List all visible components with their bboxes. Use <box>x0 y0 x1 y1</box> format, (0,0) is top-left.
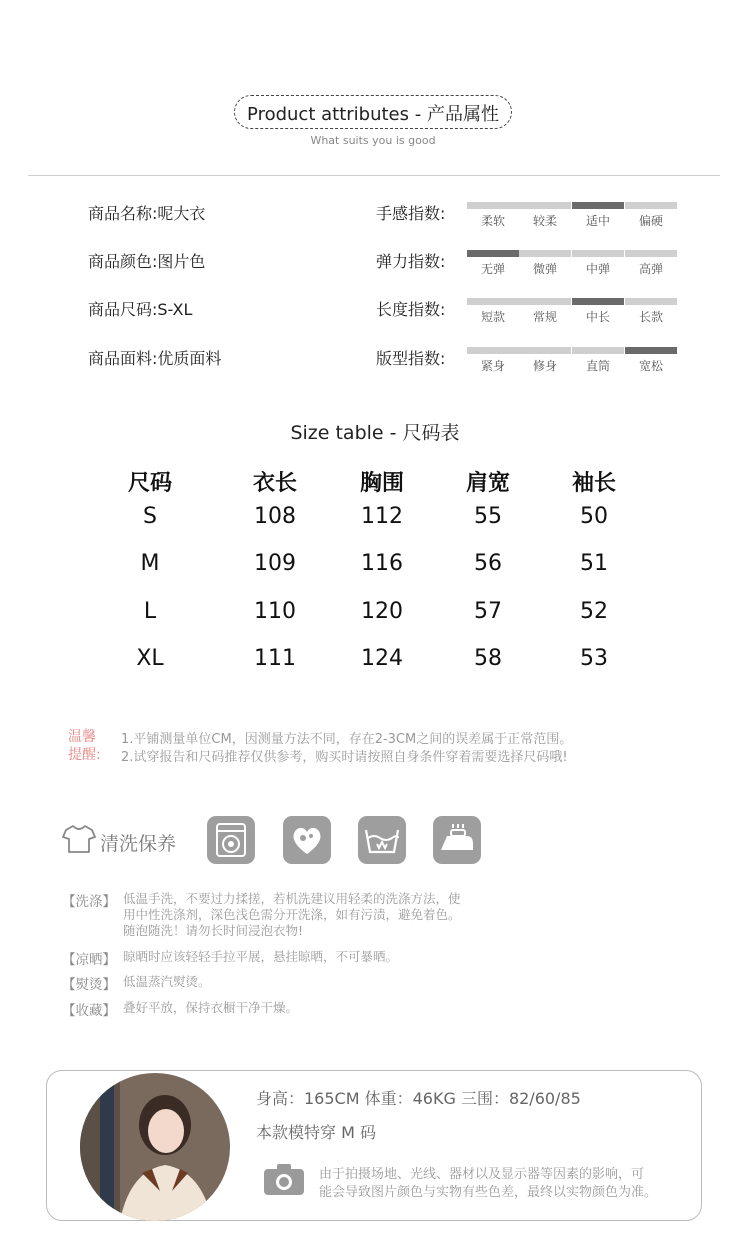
iron-icon <box>433 816 481 864</box>
index-option-label: 中长 <box>585 310 610 324</box>
index-bar <box>519 250 571 257</box>
size-table-cell: 56 <box>474 551 502 576</box>
size-table-cell: 116 <box>361 551 403 576</box>
index-bar <box>572 250 624 257</box>
index-option <box>519 202 571 229</box>
index-bar <box>572 298 624 305</box>
care-text-wash <box>123 891 461 939</box>
model-photo <box>80 1073 230 1221</box>
index-option <box>467 298 519 325</box>
index-bar <box>572 347 624 354</box>
attr-name: 商品名称:呢大衣 <box>88 204 206 223</box>
index-option <box>519 250 571 277</box>
size-table-cell: 55 <box>474 504 502 529</box>
index-option-label: 高弹 <box>638 262 663 276</box>
care-tag-store: 【收藏】 <box>62 1003 116 1019</box>
wash-basin-icon <box>358 816 406 864</box>
size-table-cell: 112 <box>361 504 403 529</box>
index-option-label: 紧身 <box>480 359 505 373</box>
size-table-cell: 50 <box>580 504 608 529</box>
index-label: 版型指数: <box>376 349 446 368</box>
page-subtitle: What suits you is good <box>310 134 436 147</box>
index-bar <box>467 298 519 305</box>
index-option <box>467 250 519 277</box>
index-bar <box>625 347 677 354</box>
care-line: 随泡随洗！请勿长时间浸泡衣物! <box>123 923 304 938</box>
care-line: 低温手洗，不要过力揉搓，若机洗建议用轻柔的洗涤方法，使 <box>123 891 461 906</box>
index-bar <box>572 202 624 209</box>
index-option-label: 宽松 <box>638 359 663 373</box>
shirt-icon <box>62 824 96 854</box>
index-label: 长度指数: <box>376 300 446 319</box>
index-bar <box>467 202 519 209</box>
index-option-label: 微弹 <box>532 262 557 276</box>
size-table-cell: 58 <box>474 646 502 671</box>
index-option <box>625 250 677 277</box>
size-table-cell: 120 <box>361 599 403 624</box>
index-option <box>519 298 571 325</box>
size-table-cell: 110 <box>254 599 296 624</box>
index-bar <box>519 347 571 354</box>
index-bar <box>625 298 677 305</box>
index-bar <box>519 202 571 209</box>
index-label: 手感指数: <box>376 204 446 223</box>
care-line: 用中性洗涤剂，深色浅色需分开洗涤，如有污渍，避免着色。 <box>123 907 461 922</box>
index-label: 弹力指数: <box>376 252 446 271</box>
tips-line-2: 2.试穿报告和尺码推荐仅供参考，购买时请按照自身条件穿着需要选择尺码哦! <box>121 750 568 765</box>
index-option <box>572 202 624 229</box>
index-option-label: 偏硬 <box>638 214 663 228</box>
size-table-header: 胸围 <box>359 471 404 496</box>
size-table-cell: M <box>140 551 160 576</box>
tips-line-1: 1.平铺测量单位CM，因测量方法不同，存在2-3CM之间的误差属于正常范围。 <box>121 732 573 747</box>
index-option-label: 常规 <box>532 310 557 324</box>
index-option <box>625 202 677 229</box>
index-option <box>625 347 677 374</box>
color-note-2: 能会导致图片颜色与实物有些色差，最终以实物颜色为准。 <box>319 1185 658 1200</box>
size-table-cell: S <box>143 504 157 529</box>
size-table-title: Size table - 尺码表 <box>290 422 460 444</box>
divider <box>28 175 720 176</box>
color-note-1: 由于拍摄场地、光线、器材以及显示器等因素的影响，可 <box>319 1167 645 1182</box>
size-table-header: 尺码 <box>127 471 172 496</box>
care-tag-wash: 【洗涤】 <box>62 894 116 910</box>
attr-color: 商品颜色:图片色 <box>88 252 206 271</box>
size-table-cell: 51 <box>580 551 608 576</box>
index-option-label: 短款 <box>480 310 505 324</box>
camera-icon <box>263 1162 305 1196</box>
index-bar <box>625 202 677 209</box>
size-table-cell: 109 <box>254 551 296 576</box>
care-tag-dry: 【凉晒】 <box>62 952 116 968</box>
model-stats: 身高：165CM 体重：46KG 三围：82/60/85 <box>256 1089 581 1108</box>
size-table-cell: 57 <box>474 599 502 624</box>
size-table-header: 衣长 <box>252 471 297 496</box>
size-table-cell: 111 <box>254 646 296 671</box>
size-table-cell: 53 <box>580 646 608 671</box>
size-table-cell: XL <box>136 646 164 671</box>
size-table-cell: 52 <box>580 599 608 624</box>
index-option-label: 较柔 <box>532 214 557 228</box>
tips-label-1: 温馨 <box>68 729 96 745</box>
index-option-label: 柔软 <box>480 214 505 228</box>
model-size: 本款模特穿 M 码 <box>256 1123 376 1142</box>
index-option-label: 无弹 <box>480 262 505 276</box>
size-table-header: 袖长 <box>571 471 616 496</box>
attr-size: 商品尺码:S-XL <box>88 300 193 319</box>
index-option-label: 长款 <box>638 310 663 324</box>
index-bar <box>519 298 571 305</box>
care-text-store: 叠好平放，保持衣橱干净干燥。 <box>123 1000 299 1015</box>
care-tag-iron: 【熨烫】 <box>62 977 116 993</box>
index-option <box>467 347 519 374</box>
index-option <box>572 298 624 325</box>
attr-fabric: 商品面料:优质面料 <box>88 349 222 368</box>
index-option-label: 修身 <box>532 359 557 373</box>
size-table-cell: L <box>143 599 157 624</box>
size-table-cell: 108 <box>254 504 296 529</box>
index-bar <box>467 347 519 354</box>
size-table-header: 肩宽 <box>465 471 510 496</box>
index-option-label: 中弹 <box>585 262 610 276</box>
index-option <box>467 202 519 229</box>
size-table-cell: 124 <box>361 646 403 671</box>
index-option <box>519 347 571 374</box>
washing-machine-icon <box>207 816 255 864</box>
index-option <box>572 347 624 374</box>
index-bar <box>625 250 677 257</box>
hand-wash-icon <box>283 816 331 864</box>
index-option-label: 直筒 <box>585 359 610 373</box>
index-option <box>572 250 624 277</box>
care-text-iron: 低温蒸汽熨烫。 <box>123 974 211 989</box>
page-title: Product attributes - 产品属性 <box>247 104 499 125</box>
care-title: 清洗保养 <box>100 833 177 855</box>
index-option <box>625 298 677 325</box>
index-option-label: 适中 <box>585 214 610 228</box>
tips-label-2: 提醒: <box>68 747 101 763</box>
index-bar <box>467 250 519 257</box>
care-text-dry: 晾晒时应该轻轻手拉平展，悬挂晾晒，不可暴晒。 <box>123 949 399 964</box>
